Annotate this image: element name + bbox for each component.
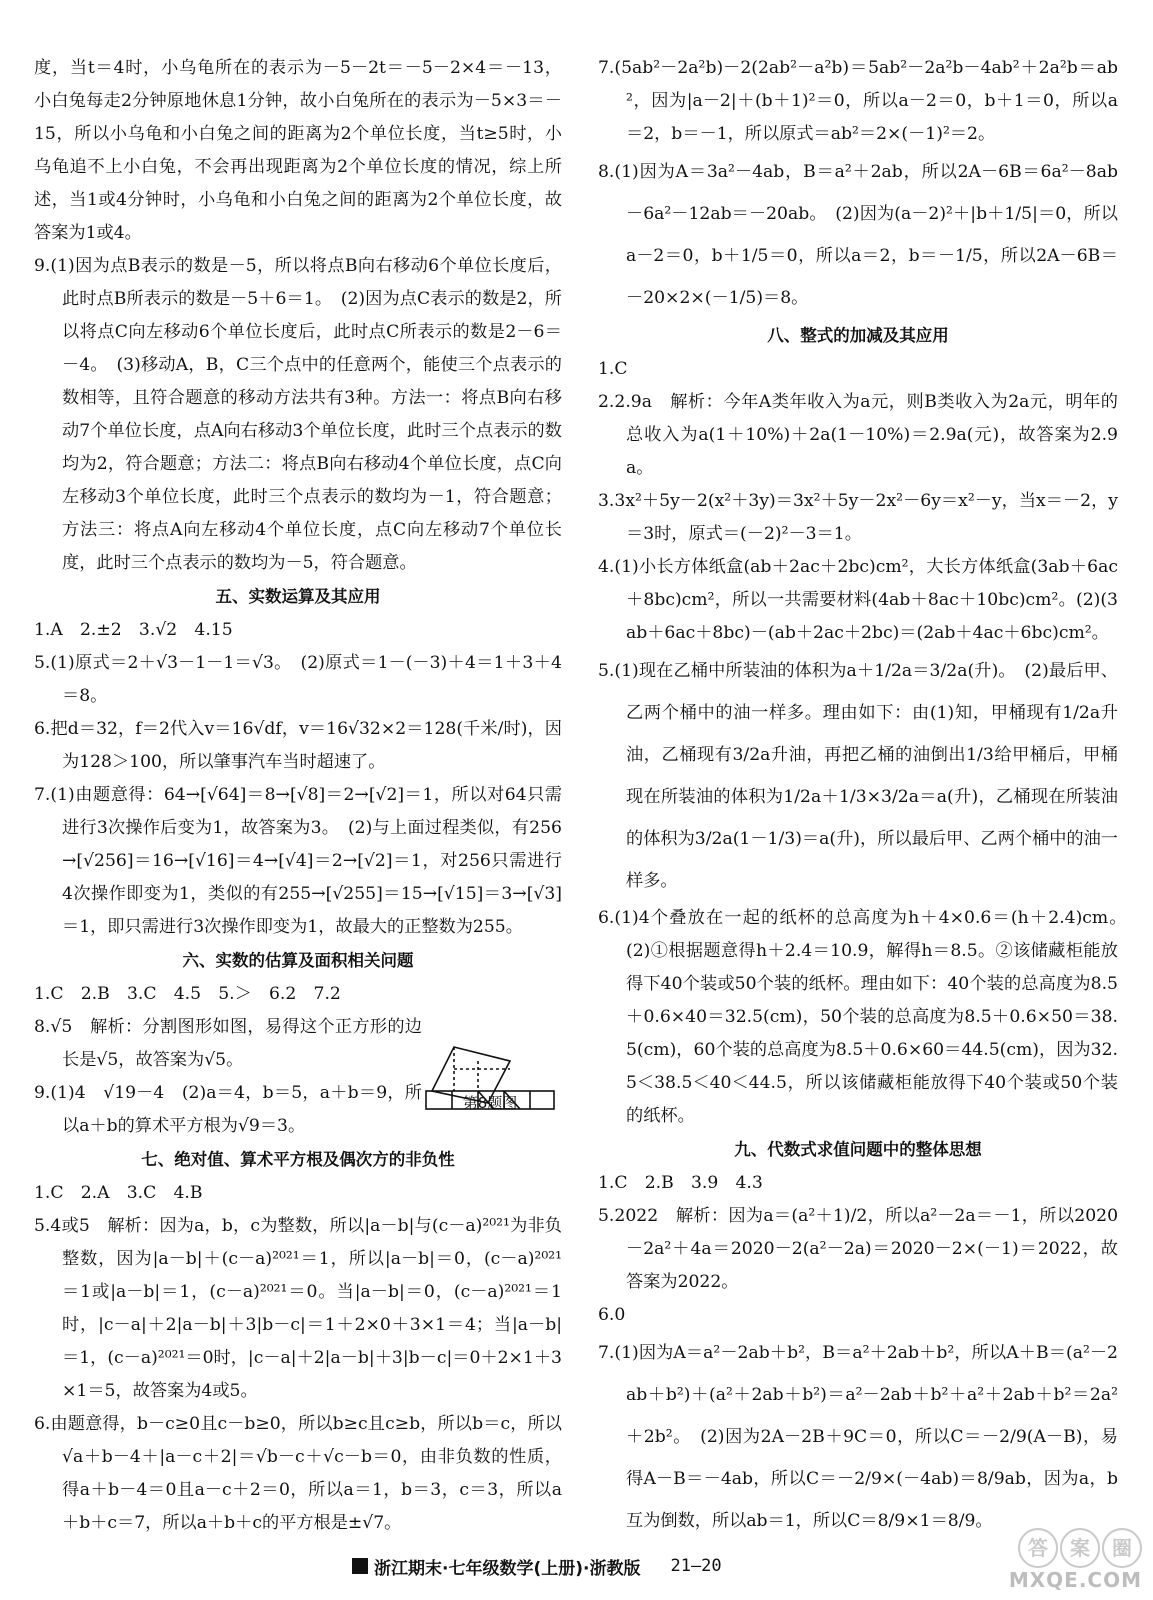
sec5-item-6: 6.把d＝32，f＝2代入v＝16√df，v＝16√32×2＝128(千米/时)，因为128＞100，所以肇事汽车当时超速了。 — [34, 719, 562, 772]
sec9-item-1: 1.C 2.B 3.9 4.3 — [598, 1173, 763, 1193]
square-mark-icon — [352, 1558, 368, 1574]
sec6-item-8: 8.√5 解析：分割图形如图，易得这个正方形的边长是√5，故答案为√5。 — [34, 1017, 422, 1070]
sec9-item-6: 6.0 — [598, 1305, 626, 1325]
section-title-9: 九、代数式求值问题中的整体思想 — [734, 1140, 982, 1159]
right-column — [598, 52, 1136, 1542]
right-item-7: 7.(5ab²－2a²b)－2(2ab²－a²b)＝5ab²－2a²b－4ab²＋2a²b＝ab²，因为|a－2|＋(b＋1)²＝0，所以a－2＝0，b＋1＝0，所以a＝2，b＝－1，所以原式＝ab²＝2×(－1)²＝2。 — [598, 58, 1118, 144]
watermark-glyph: 答 — [1018, 1528, 1058, 1568]
sec8-item-5: 5.(1)现在乙桶中所装油的体积为a＋1/2a＝3/2a(升)。 (2)最后甲、乙两个桶中的油一样多。理由如下：由(1)知，甲桶现有1/2a升油，乙桶现有3/2a升油，再把乙桶的油倒出1/3给甲桶后，甲桶现在所装油的体积为1/2a＋1/3×3/2a＝a(升)，乙桶现在所装油的体积为3/2a(1－1/3)＝a(升)，所以最后甲、乙两个桶中的油一样多。 — [598, 661, 1118, 891]
section-title-5: 五、实数运算及其应用 — [215, 587, 381, 606]
footer-title: 浙江期末·七年级数学(上册)·浙教版 — [374, 1558, 641, 1579]
sec6-item-1: 1.C 2.B 3.C 4.5 5.＞ 6.2 7.2 — [34, 984, 341, 1004]
left-item-continuation: 度，当t＝4时，小乌龟所在的表示为－5－2t＝－5－2×4＝－13，小白兔每走2分钟原地休息1分钟，故小白兔所在的表示为－5×3＝－15，所以小乌龟和小白兔之间的距离为2个单位长度，当t≥5时，小乌龟追不上小白兔，不会再出现距离为2个单位长度的情况，综上所述，当1或4分钟时，小乌龟和小白兔之间的距离为2个单位长度，故答案为1或4。 — [34, 58, 562, 243]
sec7-item-6: 6.由题意得，b－c≥0且c－b≥0，所以b≥c且c≥b，所以b＝c，所以√a＋b－4＋|a－c＋2|＝√b－c＋√c－b＝0，由非负数的性质，得a＋b－4＝0且a－c＋2＝0，所以a＝1，b＝3，c＝3，所以a＋b＋c＝7，所以a＋b＋c的平方根是±√7。 — [34, 1414, 562, 1533]
sec8-item-2: 2.2.9a 解析：今年A类年收入为a元，则B类收入为2a元，明年的总收入为a(1＋10%)＋2a(1－10%)＝2.9a(元)，故答案为2.9a。 — [598, 392, 1118, 478]
watermark-logo — [1018, 1528, 1142, 1568]
sec8-item-1: 1.C — [598, 359, 628, 379]
sec8-item-3: 3.3x²＋5y－2(x²＋3y)＝3x²＋5y－2x²－6y＝x²－y，当x＝－2，y＝3时，原式＝(－2)²－3＝1。 — [598, 491, 1118, 544]
watermark-glyph: 案 — [1060, 1528, 1100, 1568]
left-column — [34, 52, 562, 1540]
sec5-item-7: 7.(1)由题意得：64→[√64]＝8→[√8]＝2→[√2]＝1，所以对64只需进行3次操作后变为1，故答案为3。 (2)与上面过程类似，有256→[√256]＝16→[√16]＝4→[√4]＝2→[√2]＝1，对256只需进行4次操作即变为1，类似的有255→[√255]＝15→[√15]＝3→[√3]＝1，即只需进行3次操作即变为1，故最大的正整数为255。 — [34, 785, 562, 937]
sec7-item-1: 1.C 2.A 3.C 4.B — [34, 1183, 203, 1203]
sec5-item-5: 5.(1)原式＝2＋√3－1－1＝√3。 (2)原式＝1－(－3)＋4＝1＋3＋4＝8。 — [34, 653, 562, 706]
section-title-6: 六、实数的估算及面积相关问题 — [182, 951, 414, 970]
page-footer — [352, 1553, 722, 1579]
sec5-item-1: 1.A 2.±2 3.√2 4.15 — [34, 620, 233, 640]
watermark-glyph: 圈 — [1102, 1528, 1142, 1568]
right-item-8: 8.(1)因为A＝3a²－4ab，B＝a²＋2ab，所以2A－6B＝6a²－8ab－6a²－12ab＝－20ab。 (2)因为(a－2)²＋|b＋1/5|＝0，所以a－2＝0，b＋1/5＝0，所以a＝2，b＝－1/5，所以2A－6B＝－20×2×(－1/5)＝8。 — [598, 162, 1118, 308]
sec8-item-6: 6.(1)4个叠放在一起的纸杯的总高度为h＋4×0.6＝(h＋2.4)cm。 (2)①根据题意得h＋2.4＝10.9，解得h＝8.5。②该储藏柜能放得下40个装或50个装的纸杯。理由如下：40个装的总高度为8.5＋0.6×40＝32.5(cm)，50个装的总高度为8.5＋0.6×50＝38.5(cm)，60个装的总高度为8.5＋0.6×60＝44.5(cm)，因为32.5＜38.5＜40＜44.5，所以该储藏柜能放得下40个装或50个装的纸杯。 — [598, 908, 1136, 1126]
sec9-item-7: 7.(1)因为A＝a²－2ab＋b²，B＝a²＋2ab＋b²，所以A＋B＝(a²－2ab＋b²)＋(a²＋2ab＋b²)＝a²－2ab＋b²＋a²＋2ab＋b²＝2a²＋2b²。 (2)因为2A－2B＋9C＝0，所以C＝－2/9(A－B)，易得A－B＝－4ab，所以C＝－2/9×(－4ab)＝8/9ab，因为a，b互为倒数，所以ab＝1，所以C＝8/9×1＝8/9。 — [598, 1343, 1118, 1531]
section-title-7: 七、绝对值、算术平方根及偶次方的非负性 — [141, 1150, 455, 1169]
left-item-q9: 9.(1)因为点B表示的数是－5，所以将点B向右移动6个单位长度后，此时点B所表示的数是－5＋6＝1。 (2)因为点C表示的数是2，所以将点C向左移动6个单位长度后，此时点C所表示的数是2－6＝－4。 (3)移动A，B，C三个点中的任意两个，能使三个点表示的数相等，且符合题意的移动方法共有3种。方法一：将点B向右移动7个单位长度，点A向右移动3个单位长度，此时三个点表示的数均为2，符合题意；方法二：将点B向右移动4个单位长度，点C向左移动3个单位长度，此时三个点表示的数均为－1，符合题意；方法三：将点A向左移动4个单位长度，点C向左移动7个单位长度，此时三个点表示的数均为－5，符合题意。 — [34, 256, 562, 573]
watermark-url: MXQE.COM — [1008, 1568, 1142, 1592]
watermark — [1010, 1500, 1142, 1592]
sec9-item-5: 5.2022 解析：因为a＝(a²＋1)/2，所以a²－2a＝－1，所以2020－2a²＋4a＝2020－2(a²－2a)＝2020－2×(－1)＝2022，故答案为2022。 — [598, 1206, 1118, 1292]
figure-caption: 第8题图 — [462, 1094, 518, 1112]
sec7-item-5: 5.4或5 解析：因为a，b，c为整数，所以|a－b|与(c－a)²⁰²¹为非负整数，因为|a－b|＋(c－a)²⁰²¹＝1，所以|a－b|＝0，(c－a)²⁰²¹＝1或|a－b|＝1，(c－a)²⁰²¹＝0。当|a－b|＝0，(c－a)²⁰²¹＝1时，|c－a|＋2|a－b|＋3|b－c|＝1＋2×0＋3×1＝4；当|a－b|＝1，(c－a)²⁰²¹＝0时，|c－a|＋2|a－b|＋3|b－c|＝0＋2×1＋3×1＝5，故答案为4或5。 — [34, 1216, 562, 1401]
section-title-8: 八、整式的加减及其应用 — [767, 326, 949, 345]
page-number: 21—20 — [670, 1556, 722, 1576]
sec6-item-9: 9.(1)4 √19－4 (2)a＝4，b＝5，a＋b＝9，所以a＋b的算术平方根为√9＝3。 — [34, 1083, 422, 1136]
sec8-item-4: 4.(1)小长方体纸盒(ab＋2ac＋2bc)cm²，大长方体纸盒(3ab＋6ac＋8bc)cm²，所以一共需要材料(4ab＋8ac＋10bc)cm²。(2)(3ab＋6ac＋8bc)－(ab＋2ac＋2bc)＝(2ab＋4ac＋6bc)cm²。 — [598, 557, 1118, 643]
